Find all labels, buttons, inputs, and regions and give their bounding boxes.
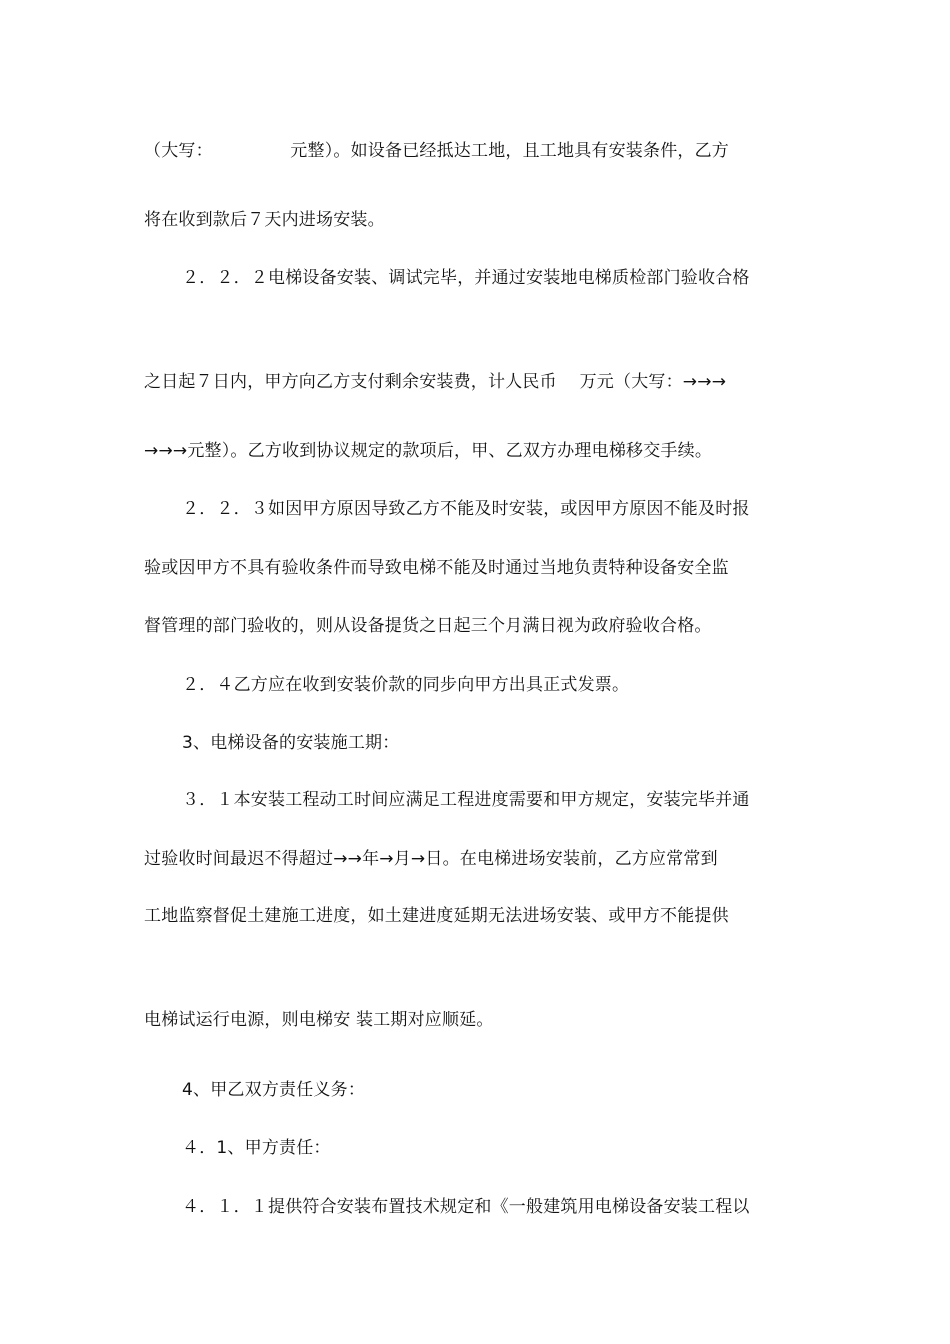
text-line: ２．４乙方应在收到安装价款的同步向甲方出具正式发票。 <box>182 675 630 695</box>
text-line: 工地监察督促土建施工进度，如土建进度延期无法进场安装、或甲方不能提供 <box>144 906 729 926</box>
text-line: 3、电梯设备的安装施工期： <box>182 733 400 753</box>
text-line: 4、甲乙双方责任义务： <box>182 1080 366 1100</box>
text-line: 将在收到款后７天内进场安装。 <box>144 210 385 230</box>
text-line: 督管理的部门验收的，则从设备提货之日起三个月满日视为政府验收合格。 <box>144 616 712 636</box>
text-line: 验或因甲方不具有验收条件而导致电梯不能及时通过当地负责特种设备安全监 <box>144 558 729 578</box>
text-line: ４．１．１提供符合安装布置技术规定和《一般建筑用电梯设备安装工程以 <box>182 1197 750 1217</box>
text-line: ２．２．３如因甲方原因导致乙方不能及时安装，或因甲方原因不能及时报 <box>182 499 750 519</box>
text-line: 之日起７日内，甲方向乙方支付剩余安装费，计人民币 万元（大写：→→→ <box>144 372 727 392</box>
text-line: （大写： 元整）。如设备已经抵达工地，且工地具有安装条件，乙方 <box>144 141 729 161</box>
text-line: ３．１本安装工程动工时间应满足工程进度需要和甲方规定，安装完毕并通 <box>182 790 750 810</box>
text-line: 过验收时间最迟不得超过→→年→月→日。在电梯进场安装前，乙方应常常到 <box>144 849 718 869</box>
text-line: ４．1、甲方责任： <box>182 1138 331 1158</box>
text-line: 电梯试运行电源，则电梯安 装工期对应顺延。 <box>144 1010 494 1030</box>
text-line: ２．２．２电梯设备安装、调试完毕，并通过安装地电梯质检部门验收合格 <box>182 268 750 288</box>
text-line: →→→元整）。乙方收到协议规定的款项后，甲、乙双方办理电梯移交手续。 <box>144 441 713 461</box>
